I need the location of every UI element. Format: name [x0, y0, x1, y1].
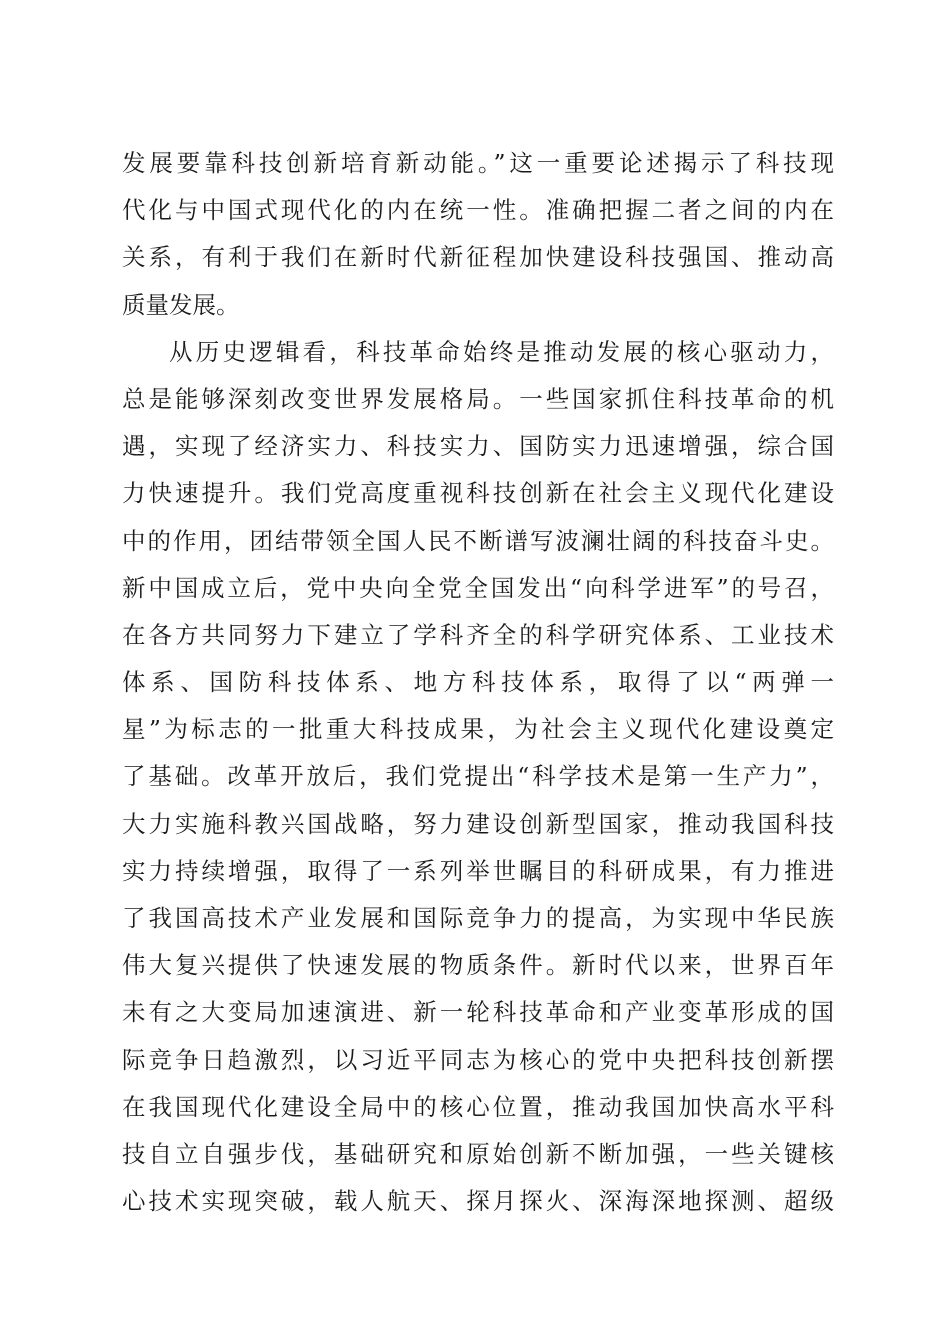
text-line-23: 心技术实现突破，载人航天、探月探火、深海深地探测、超级 [122, 1187, 834, 1216]
text-line-6: 总是能够深刻改变世界发展格局。一些国家抓住科技革命的机 [122, 384, 834, 413]
text-line-16: 实力持续增强，取得了一系列举世瞩目的科研成果，有力推进 [122, 856, 834, 885]
text-line-1: 发展要靠科技创新培育新动能。”这一重要论述揭示了科技现 [122, 149, 834, 177]
text-line-14: 了基础。改革开放后，我们党提出“科学技术是第一生产力”， [122, 762, 834, 791]
text-line-21: 在我国现代化建设全局中的核心位置，推动我国加快高水平科 [122, 1092, 834, 1121]
text-line-3: 关系，有利于我们在新时代新征程加快建设科技强国、推动高 [122, 243, 834, 272]
text-line-12: 体系、国防科技体系、地方科技体系，取得了以“两弹一 [122, 668, 834, 697]
text-line-4: 质量发展。 [122, 290, 240, 319]
text-line-19: 未有之大变局加速演进、新一轮科技革命和产业变革形成的国 [122, 998, 834, 1027]
text-line-22: 技自立自强步伐，基础研究和原始创新不断加强，一些关键核 [122, 1139, 834, 1168]
text-line-5: 从历史逻辑看，科技革命始终是推动发展的核心驱动力， [169, 337, 834, 366]
text-line-18: 伟大复兴提供了快速发展的物质条件。新时代以来，世界百年 [122, 951, 834, 980]
text-line-9: 中的作用，团结带领全国人民不断谱写波澜壮阔的科技奋斗史。 [122, 526, 834, 555]
text-line-17: 了我国高技术产业发展和国际竞争力的提高，为实现中华民族 [122, 904, 834, 932]
text-line-7: 遇，实现了经济实力、科技实力、国防实力迅速增强，综合国 [122, 432, 834, 461]
text-line-11: 在各方共同努力下建立了学科齐全的科学研究体系、工业技术 [122, 620, 834, 649]
text-line-13: 星”为标志的一批重大科技成果，为社会主义现代化建设奠定 [122, 715, 834, 744]
document-body [122, 140, 834, 1225]
text-line-10: 新中国成立后，党中央向全党全国发出“向科学进军”的号召， [122, 573, 834, 602]
text-line-20: 际竞争日趋激烈，以习近平同志为核心的党中央把科技创新摆 [122, 1045, 834, 1074]
text-line-8: 力快速提升。我们党高度重视科技创新在社会主义现代化建设 [122, 479, 834, 508]
text-line-2: 代化与中国式现代化的内在统一性。准确把握二者之间的内在 [122, 196, 834, 225]
text-line-15: 大力实施科教兴国战略，努力建设创新型国家，推动我国科技 [122, 809, 834, 838]
